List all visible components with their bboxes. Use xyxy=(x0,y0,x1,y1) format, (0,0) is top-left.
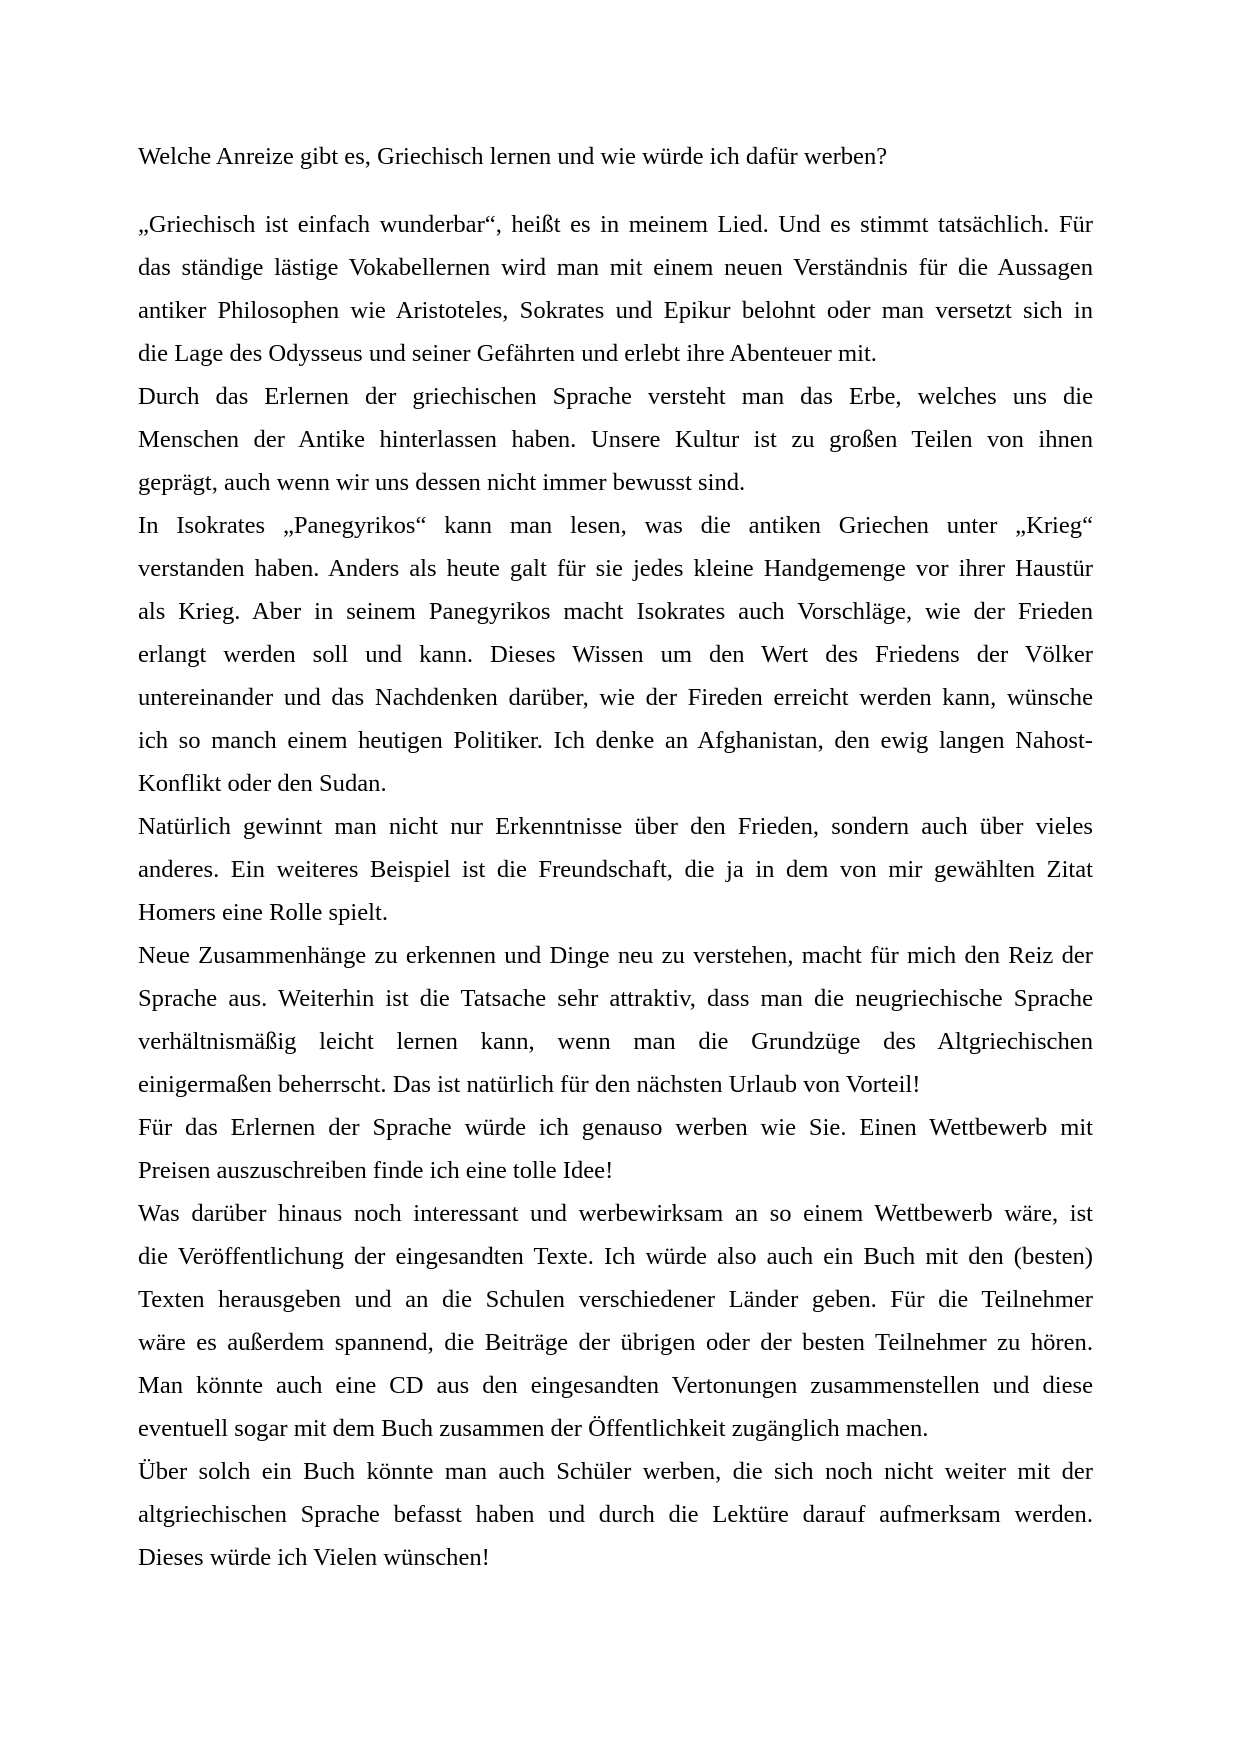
text-line: anderes. Ein weiteres Beispiel ist die Freundschaft, die ja in dem von mir gewählten Zitat xyxy=(138,856,1093,883)
text-line: Konflikt oder den Sudan. xyxy=(138,770,387,797)
text-line: altgriechischen Sprache befasst haben und durch die Lektüre darauf aufmerksam werden. xyxy=(138,1501,1093,1528)
text-line: Sprache aus. Weiterhin ist die Tatsache sehr attraktiv, dass man die neugriechische Sprache xyxy=(138,985,1093,1012)
text-line: Menschen der Antike hinterlassen haben. Unsere Kultur ist zu großen Teilen von ihnen xyxy=(138,426,1093,453)
text-line: Texten herausgeben und an die Schulen verschiedener Länder geben. Für die Teilnehmer xyxy=(138,1286,1093,1313)
text-line: die Lage des Odysseus und seiner Gefährten und erlebt ihre Abenteuer mit. xyxy=(138,340,877,367)
text-line: ich so manch einem heutigen Politiker. Ich denke an Afghanistan, den ewig langen Nahost- xyxy=(138,727,1093,754)
text-line: Neue Zusammenhänge zu erkennen und Dinge neu zu verstehen, macht für mich den Reiz der xyxy=(138,942,1093,969)
text-line: wäre es außerdem spannend, die Beiträge der übrigen oder der besten Teilnehmer zu hören. xyxy=(138,1329,1093,1356)
text-line: Über solch ein Buch könnte man auch Schüler werben, die sich noch nicht weiter mit der xyxy=(138,1458,1093,1485)
text-line: Dieses würde ich Vielen wünschen! xyxy=(138,1544,490,1571)
text-line: Was darüber hinaus noch interessant und werbewirksam an so einem Wettbewerb wäre, ist xyxy=(138,1200,1093,1227)
document-title: Welche Anreize gibt es, Griechisch lernen und wie würde ich dafür werben? xyxy=(138,143,888,170)
text-line: die Veröffentlichung der eingesandten Texte. Ich würde also auch ein Buch mit den (besten) xyxy=(138,1243,1093,1270)
text-line: verstanden haben. Anders als heute galt für sie jedes kleine Handgemenge vor ihrer Haustür xyxy=(138,555,1093,582)
text-line: antiker Philosophen wie Aristoteles, Sokrates und Epikur belohnt oder man versetzt sich in xyxy=(138,297,1093,324)
text-line: eventuell sogar mit dem Buch zusammen der Öffentlichkeit zugänglich machen. xyxy=(138,1415,929,1442)
document-body xyxy=(138,203,1093,1579)
text-line: erlangt werden soll und kann. Dieses Wissen um den Wert des Friedens der Völker xyxy=(138,641,1093,668)
text-line: das ständige lästige Vokabellernen wird man mit einem neuen Verständnis für die Aussagen xyxy=(138,254,1093,281)
text-line: verhältnismäßig leicht lernen kann, wenn man die Grundzüge des Altgriechischen xyxy=(138,1028,1093,1055)
text-line: als Krieg. Aber in seinem Panegyrikos macht Isokrates auch Vorschläge, wie der Frieden xyxy=(138,598,1093,625)
text-line: geprägt, auch wenn wir uns dessen nicht immer bewusst sind. xyxy=(138,469,746,496)
text-line: Natürlich gewinnt man nicht nur Erkenntnisse über den Frieden, sondern auch über vieles xyxy=(138,813,1093,840)
text-line: einigermaßen beherrscht. Das ist natürlich für den nächsten Urlaub von Vorteil! xyxy=(138,1071,921,1098)
text-line: In Isokrates „Panegyrikos“ kann man lesen, was die antiken Griechen unter „Krieg“ xyxy=(138,512,1093,539)
text-line: Durch das Erlernen der griechischen Sprache versteht man das Erbe, welches uns die xyxy=(138,383,1093,410)
text-line: Man könnte auch eine CD aus den eingesandten Vertonungen zusammenstellen und diese xyxy=(138,1372,1093,1399)
text-line: „Griechisch ist einfach wunderbar“, heißt es in meinem Lied. Und es stimmt tatsächlich. Für xyxy=(138,211,1093,238)
text-line: untereinander und das Nachdenken darüber, wie der Fireden erreicht werden kann, wünsche xyxy=(138,684,1093,711)
text-line: Preisen auszuschreiben finde ich eine tolle Idee! xyxy=(138,1157,614,1184)
text-line: Homers eine Rolle spielt. xyxy=(138,899,388,926)
text-line: Für das Erlernen der Sprache würde ich genauso werben wie Sie. Einen Wettbewerb mit xyxy=(138,1114,1093,1141)
